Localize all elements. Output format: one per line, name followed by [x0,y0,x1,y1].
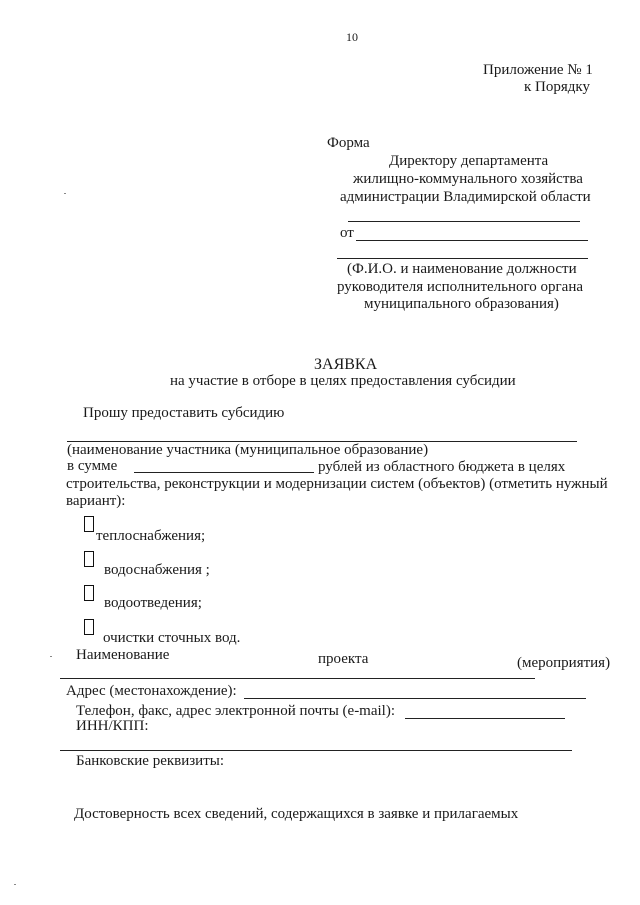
project-blank-line[interactable] [60,678,535,679]
sum-prefix: в сумме [67,458,118,474]
form-label: Форма [327,135,370,151]
option-label-water-supply: водоснабжения ; [104,562,210,578]
addressee-line-3: администрации Владимирской области [340,189,591,205]
project-word-3: (мероприятия) [517,655,611,671]
address-blank-line[interactable] [244,698,586,699]
addressee-line-2: жилищно-коммунального хозяйства [353,171,583,187]
variant-label: вариант): [66,493,126,509]
purpose-text: строительства, реконструкции и модернизации систем (объектов) (отметить нужный [66,476,608,492]
contacts-blank-line[interactable] [405,718,565,719]
project-word-1: Наименование [76,647,170,663]
sum-blank-line[interactable] [134,472,314,473]
project-word-2: проекта [318,651,369,667]
option-checkbox-drainage[interactable] [84,585,94,601]
closing-statement: Достоверность всех сведений, содержащихся в заявке и прилагаемых [74,806,519,822]
signatory-hint-line-1: (Ф.И.О. и наименование должности [347,261,577,277]
inn-blank-line[interactable] [60,750,572,751]
signatory-blank-line[interactable] [337,258,588,259]
option-checkbox-water-supply[interactable] [84,551,94,567]
option-label-wastewater: очистки сточных вод. [103,630,241,646]
address-label: Адрес (местонахождение): [66,683,237,699]
from-label: от [340,225,354,241]
participant-hint: (наименование участника (муниципальное образование) [67,442,429,458]
sum-suffix: рублей из областного бюджета в целях [318,459,566,475]
addressee-line-1: Директору департамента [389,153,549,169]
bank-label: Банковские реквизиты: [76,753,225,769]
appendix-line-2: к Порядку [524,79,590,95]
page-number: 10 [346,30,358,44]
scan-speck [14,884,16,885]
scan-speck [64,193,66,194]
contacts-label: Телефон, факс, адрес электронной почты (e-mail): [76,703,396,719]
from-blank-line[interactable] [356,240,588,241]
inn-label: ИНН/КПП: [76,718,149,734]
appendix-line-1: Приложение № 1 [483,62,593,78]
option-checkbox-heating[interactable] [84,516,94,532]
signatory-hint-line-2: руководителя исполнительного органа [337,279,584,295]
request-intro: Прошу предоставить субсидию [83,405,285,421]
document-subtitle: на участие в отборе в целях предоставления субсидии [170,373,516,389]
option-label-heating: теплоснабжения; [96,528,206,544]
document-title: ЗАЯВКА [314,356,378,373]
addressee-blank-line[interactable] [348,221,580,222]
signatory-hint-line-3: муниципального образования) [364,296,559,312]
option-label-drainage: водоотведения; [104,595,202,611]
option-checkbox-wastewater[interactable] [84,619,94,635]
scan-speck [50,656,52,657]
